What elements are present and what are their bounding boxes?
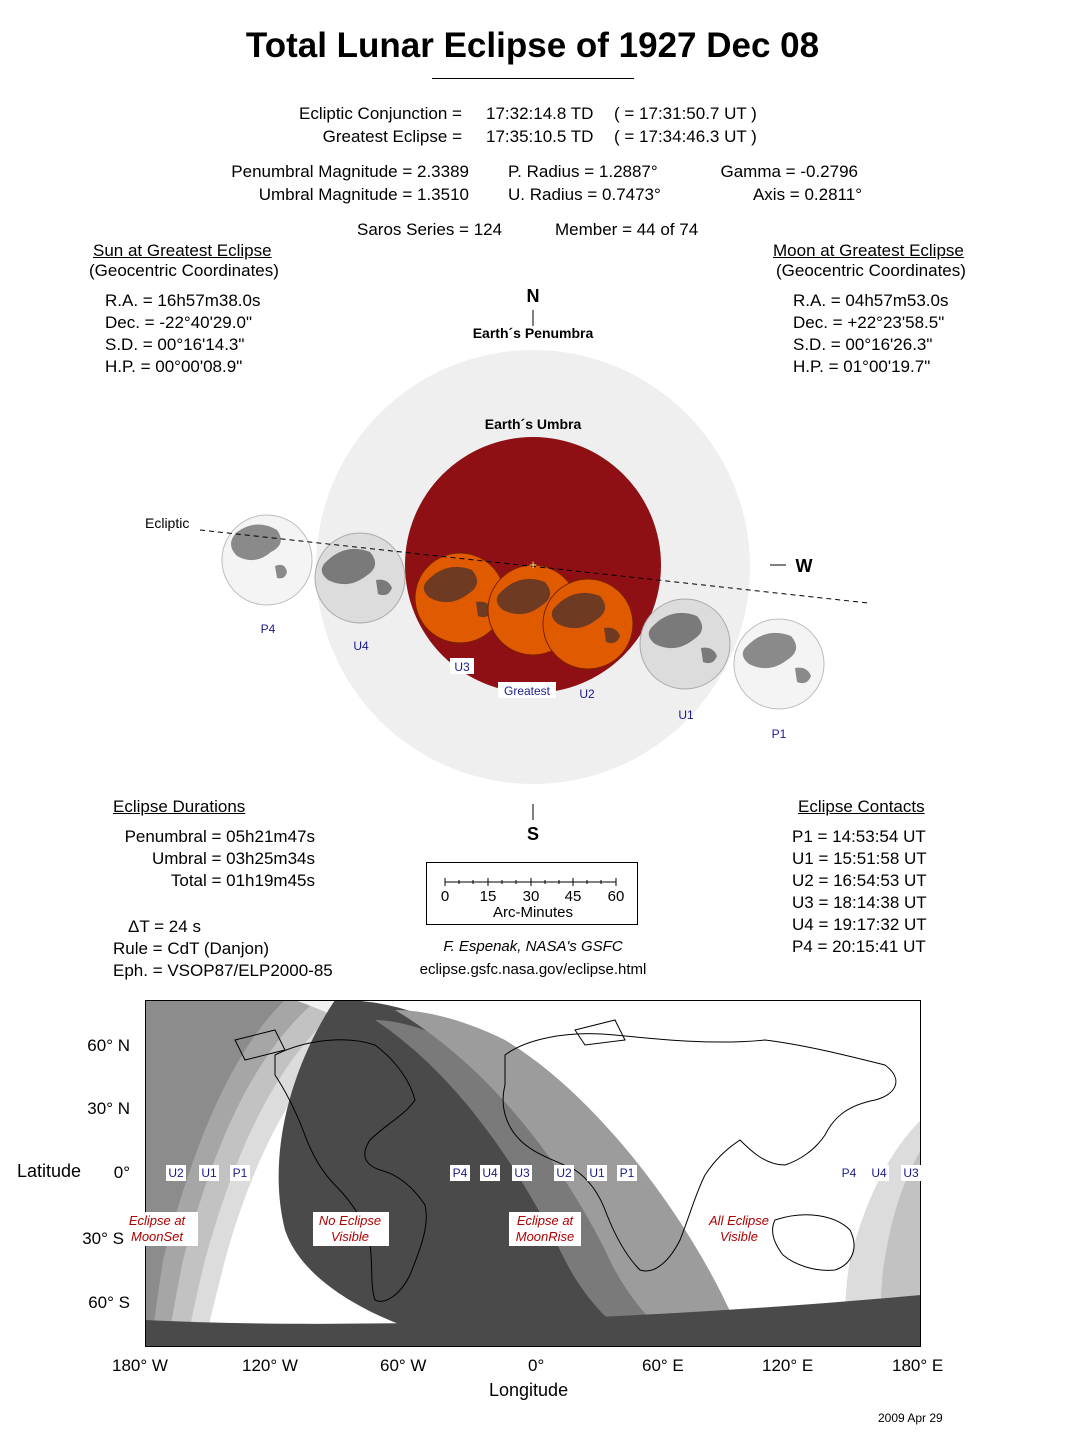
- map-label-u2-left: U2: [168, 1166, 184, 1180]
- moon-u2: [543, 579, 633, 669]
- ephemeris: Eph. = VSOP87/ELP2000-85: [113, 961, 333, 980]
- map-label-p1-mid: P1: [619, 1166, 635, 1180]
- duration-umbral: Umbral = 03h25m34s: [151, 849, 315, 868]
- credit-url: eclipse.gsfc.nasa.gov/eclipse.html: [419, 961, 647, 978]
- scale-tick-15: 15: [479, 888, 497, 905]
- visibility-map: [128, 1000, 921, 1347]
- sun-dec: Dec. = -22°40'29.0": [105, 313, 252, 332]
- lon-120w: 120° W: [242, 1356, 298, 1375]
- saros-series: Saros Series = 124: [357, 220, 503, 239]
- moon-heading: Moon at Greatest Eclipse: [773, 241, 964, 260]
- sun-heading: Sun at Greatest Eclipse: [93, 241, 272, 260]
- label-u3: U3: [454, 660, 470, 674]
- moon-ra: R.A. = 04h57m53.0s: [793, 291, 949, 310]
- lat-30s: 30° S: [82, 1229, 124, 1248]
- label-p1: P1: [771, 727, 787, 741]
- sun-subheading: (Geocentric Coordinates): [89, 261, 279, 280]
- scale-tick-0: 0: [440, 888, 450, 905]
- moon-dec: Dec. = +22°23'58.5": [793, 313, 945, 332]
- map-label-u4-mid: U4: [482, 1166, 498, 1180]
- scale-bar: [426, 862, 640, 926]
- penumbra-radius: P. Radius = 1.2887°: [508, 162, 658, 181]
- sun-sd: S.D. = 00°16'14.3": [105, 335, 245, 354]
- contact-p1-end: P4 = 20:15:41 UT: [792, 937, 926, 956]
- eclipse-diagram: [0, 280, 1082, 860]
- label-p4: P4: [260, 622, 276, 636]
- lon-60e: 60° E: [642, 1356, 684, 1375]
- south-label: S: [526, 824, 540, 844]
- saros-member: Member = 44 of 74: [555, 220, 699, 239]
- page-title: Total Lunar Eclipse of 1927 Dec 08: [245, 26, 820, 65]
- map-label-u1-left: U1: [201, 1166, 217, 1180]
- west-label: W: [795, 556, 813, 576]
- region-noeclipse-line1: No Eclipse: [318, 1213, 382, 1228]
- greatest-td: 17:35:10.5 TD: [486, 127, 594, 146]
- penumbra-label: Earth´s Penumbra: [472, 325, 594, 341]
- contact-u2: U2 = 16:54:53 UT: [792, 871, 927, 890]
- duration-penumbral: Penumbral = 05h21m47s: [124, 827, 315, 846]
- durations-heading: Eclipse Durations: [113, 797, 246, 816]
- scale-tick-45: 45: [564, 888, 582, 905]
- map-label-u3-mid: U3: [514, 1166, 530, 1180]
- contacts-heading: Eclipse Contacts: [798, 797, 925, 816]
- moon-u4: [315, 533, 405, 623]
- contact-p1: P1 = 14:53:54 UT: [792, 827, 926, 846]
- label-greatest: Greatest: [503, 684, 551, 698]
- title-underline: [432, 78, 634, 79]
- region-moonset-line2: MoonSet: [130, 1229, 184, 1244]
- rule: Rule = CdT (Danjon): [113, 939, 270, 958]
- label-u2: U2: [579, 687, 595, 701]
- greatest-label: Greatest Eclipse =: [322, 127, 462, 146]
- credit-author: F. Espenak, NASA's GSFC: [443, 938, 623, 955]
- penumbral-magnitude: Penumbral Magnitude = 2.3389: [231, 162, 469, 181]
- umbra-radius: U. Radius = 0.7473°: [508, 185, 661, 204]
- duration-total: Total = 01h19m45s: [170, 871, 315, 890]
- contact-u1: U1 = 15:51:58 UT: [792, 849, 927, 868]
- conjunction-label: Ecliptic Conjunction =: [298, 104, 462, 123]
- lon-180e: 180° E: [892, 1356, 944, 1375]
- contact-u4: U4 = 19:17:32 UT: [792, 915, 927, 934]
- label-u4: U4: [353, 639, 369, 653]
- latitude-title: Latitude: [17, 1161, 82, 1181]
- region-moonset-line1: Eclipse at: [128, 1213, 186, 1228]
- moon-p4: [222, 515, 312, 605]
- map-label-u1-mid: U1: [589, 1166, 605, 1180]
- generation-date: 2009 Apr 29: [878, 1411, 943, 1425]
- map-label-u3-right: U3: [903, 1166, 919, 1180]
- sun-hp: H.P. = 00°00'08.9": [105, 357, 243, 376]
- lat-0: 0°: [113, 1163, 130, 1182]
- lon-120e: 120° E: [762, 1356, 814, 1375]
- north-label: N: [526, 286, 540, 306]
- lat-30n: 30° N: [87, 1099, 130, 1118]
- region-noeclipse-line2: Visible: [330, 1229, 370, 1244]
- map-label-p4-mid: P4: [452, 1166, 468, 1180]
- moon-u1: [640, 599, 730, 689]
- map-label-u4-right: U4: [871, 1166, 887, 1180]
- lat-60n: 60° N: [87, 1036, 130, 1055]
- moon-subheading: (Geocentric Coordinates): [776, 261, 966, 280]
- lat-60s: 60° S: [88, 1293, 130, 1312]
- label-u1: U1: [678, 708, 694, 722]
- moon-hp: H.P. = 01°00'19.7": [793, 357, 931, 376]
- lon-60w: 60° W: [380, 1356, 427, 1375]
- moon-p1: [734, 619, 824, 709]
- scale-tick-60: 60: [607, 888, 625, 905]
- greatest-ut: ( = 17:34:46.3 UT ): [614, 127, 757, 146]
- umbra-label: Earth´s Umbra: [484, 416, 582, 432]
- longitude-title: Longitude: [489, 1380, 569, 1400]
- map-label-u2-mid: U2: [556, 1166, 572, 1180]
- umbral-magnitude: Umbral Magnitude = 1.3510: [258, 185, 469, 204]
- contact-u3: U3 = 18:14:38 UT: [792, 893, 927, 912]
- moon-sd: S.D. = 00°16'26.3": [793, 335, 933, 354]
- map-label-p4-right: P4: [841, 1166, 857, 1180]
- lon-180w: 180° W: [112, 1356, 168, 1375]
- region-all-line1: All Eclipse: [709, 1213, 769, 1228]
- lon-0: 0°: [528, 1356, 545, 1375]
- delta-t: ΔT = 24 s: [128, 917, 201, 936]
- umbra-center-mark: +: [529, 557, 537, 572]
- conjunction-ut: ( = 17:31:50.7 UT ): [614, 104, 757, 123]
- map-label-p1-left: P1: [232, 1166, 248, 1180]
- gamma-value: Gamma = -0.2796: [720, 162, 858, 181]
- region-all-line2: Visible: [719, 1229, 759, 1244]
- region-moonrise-line2: MoonRise: [515, 1229, 575, 1244]
- sun-ra: R.A. = 16h57m38.0s: [105, 291, 261, 310]
- conjunction-td: 17:32:14.8 TD: [486, 104, 594, 123]
- axis-value: Axis = 0.2811°: [752, 185, 862, 204]
- scale-tick-30: 30: [522, 888, 540, 905]
- scale-label: Arc-Minutes: [492, 904, 574, 921]
- region-moonrise-line1: Eclipse at: [516, 1213, 574, 1228]
- ecliptic-label: Ecliptic: [145, 515, 190, 531]
